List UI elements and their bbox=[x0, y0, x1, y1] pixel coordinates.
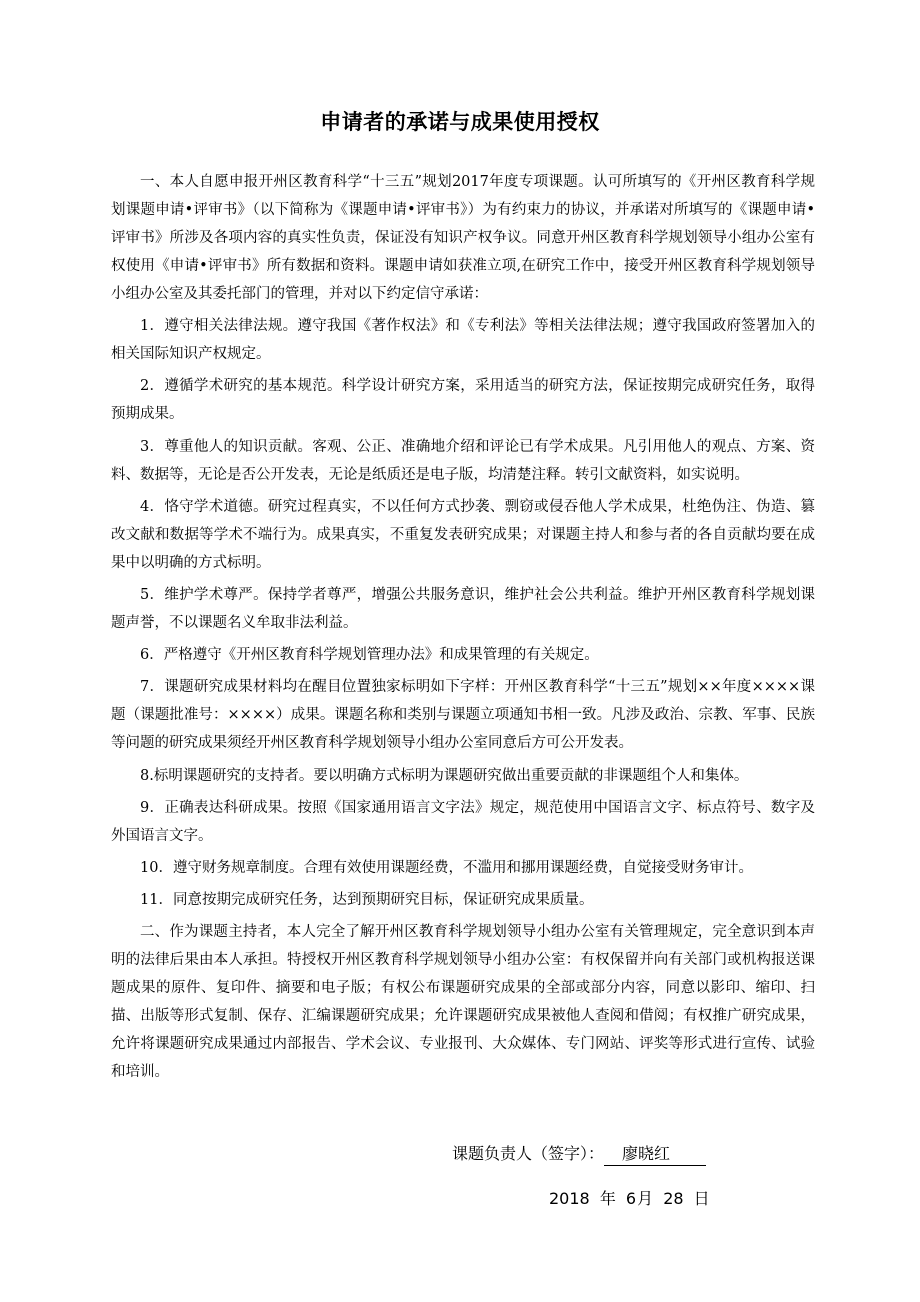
paragraph-item-10: 10．遵守财务规章制度。合理有效使用课题经费，不滥用和挪用课题经费，自觉接受财务审计。 bbox=[140, 859, 753, 876]
paragraph-item-5: 5．维护学术尊严。保持学者尊严，增强公共服务意识，维护社会公共利益。维护开州区教育科学规划课题声誉，不以课题名义牟取非法利益。 bbox=[111, 586, 815, 631]
date-day: 28 bbox=[663, 1189, 684, 1208]
paragraph-item-4: 4．恪守学术道德。研究过程真实，不以任何方式抄袭、剽窃或侵吞他人学术成果，杜绝伪注、伪造、篡改文献和数据等学术不端行为。成果真实，不重复发表研究成果；对课题主持人和参与者的各自贡献均要在成果中以明确的方式标明。 bbox=[111, 498, 815, 571]
date-year: 2018 bbox=[549, 1189, 590, 1208]
date-month: 6 bbox=[625, 1189, 637, 1208]
paragraph-item-1: 1．遵守相关法律法规。遵守我国《著作权法》和《专利法》等相关法律法规；遵守我国政府签署加入的相关国际知识产权规定。 bbox=[111, 318, 815, 363]
paragraph-intro: 一、本人自愿申报开州区教育科学“十三五”规划2017年度专项课题。认可所填写的《开州区教育科学规划课题申请•评审书》（以下简称为《课题申请•评审书》）为有约束力的协议，并承诺对所填写的《课题申请•评审书》所涉及各项内容的真实性负责，保证没有知识产权争议。同意开州区教育科学规划领导小组办公室有权使用《申请•评审书》所有数据和资料。课题申请如获准立项,在研究工作中，接受开州区教育科学规划领导小组办公室及其委托部门的管理，并对以下约定信守承诺： bbox=[111, 174, 815, 302]
paragraph-item-2: 2．遵循学术研究的基本规范。科学设计研究方案，采用适当的研究方法，保证按期完成研究任务，取得预期成果。 bbox=[111, 378, 815, 423]
date-month-unit: 月 bbox=[637, 1189, 654, 1208]
signature-line bbox=[452, 1141, 706, 1166]
signature-label: 课题负责人（签字）： bbox=[452, 1144, 605, 1163]
paragraph-item-11: 11．同意按期完成研究任务，达到预期研究目标，保证研究成果质量。 bbox=[140, 892, 594, 909]
signature-date bbox=[549, 1186, 715, 1209]
document-title: 申请者的承诺与成果使用授权 bbox=[320, 110, 600, 134]
paragraph-item-6: 6．严格遵守《开州区教育科学规划管理办法》和成果管理的有关规定。 bbox=[140, 647, 599, 664]
paragraph-authorization: 二、作为课题主持者，本人完全了解开州区教育科学规划领导小组办公室有关管理规定，完全意识到本声明的法律后果由本人承担。特授权开州区教育科学规划领导小组办公室：有权保留并向有关部门或机构报送课题成果的原件、复印件、摘要和电子版；有权公布课题研究成果的全部或部分内容，同意以影印、缩印、扫描、出版等形式复制、保存、汇编课题研究成果；允许课题研究成果被他人查阅和借阅；有权推广研究成果，允许将课题研究成果通过内部报告、学术会议、专业报刊、大众媒体、专门网站、评奖等形式进行宣传、试验和培训。 bbox=[111, 924, 815, 1081]
paragraph-item-9: 9．正确表达科研成果。按照《国家通用语言文字法》规定，规范使用中国语言文字、标点符号、数字及外国语言文字。 bbox=[111, 799, 815, 844]
date-day-unit: 日 bbox=[693, 1189, 710, 1208]
paragraph-item-7: 7．课题研究成果材料均在醒目位置独家标明如下字样：开州区教育科学“十三五”规划××年度××××课题（课题批准号：××××）成果。课题名称和类别与课题立项通知书相一致。凡涉及政治、宗教、军事、民族等问题的研究成果须经开州区教育科学规划领导小组办公室同意后方可公开发表。 bbox=[111, 679, 815, 752]
paragraph-item-8: 8.标明课题研究的支持者。要以明确方式标明为课题研究做出重要贡献的非课题组个人和集体。 bbox=[140, 767, 749, 784]
date-year-unit: 年 bbox=[599, 1189, 616, 1208]
paragraph-item-3: 3．尊重他人的知识贡献。客观、公正、准确地介绍和评论已有学术成果。凡引用他人的观点、方案、资料、数据等，无论是否公开发表，无论是纸质还是电子版，均清楚注释。转引文献资料，如实说明。 bbox=[111, 438, 815, 483]
signature-name: 廖晓红 bbox=[604, 1143, 706, 1166]
document-body bbox=[111, 168, 815, 1090]
